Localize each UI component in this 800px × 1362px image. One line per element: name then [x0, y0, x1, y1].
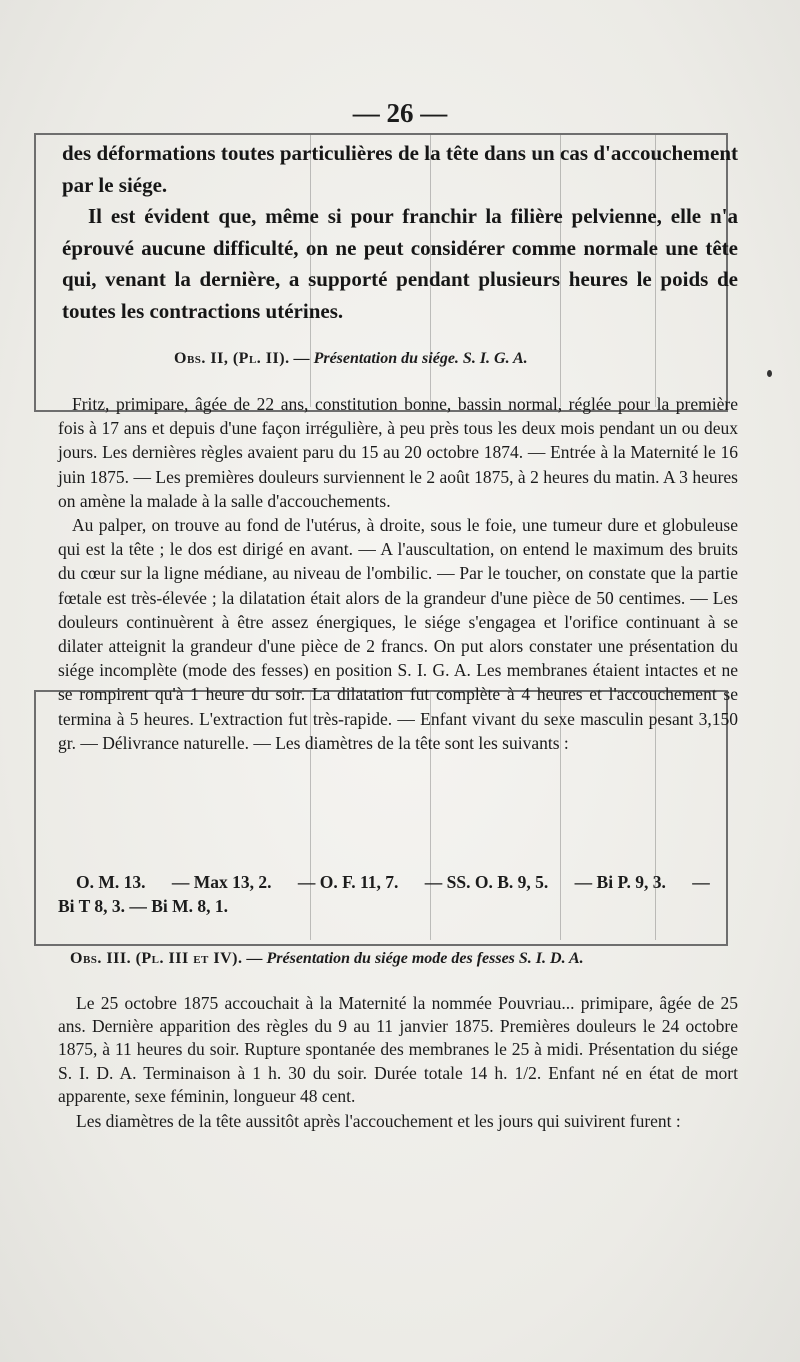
page-number: — 26 — — [352, 98, 448, 128]
observation-paragraph: Les diamètres de la tête aussitôt après l'accouchement et les jours qui suivirent furent : — [76, 1111, 681, 1132]
intro-text — [62, 138, 738, 327]
observation-label: Obs. II, (Pl. II). — [174, 350, 290, 367]
diameter-value: — Max 13, 2. — [171, 872, 272, 892]
diameters-line — [76, 870, 732, 894]
observation-title: — Présentation du siége. S. I. G. A. — [293, 350, 528, 367]
diameter-value: — — [692, 872, 710, 892]
observation-heading — [70, 950, 584, 968]
diameters-line: Bi T 8, 3. — Bi M. 8, 1. — [58, 896, 229, 916]
diameter-value: — Bi P. 9, 3. — [574, 872, 666, 892]
diameters-list — [58, 870, 732, 918]
observation-paragraph: Fritz, primipare, âgée de 22 ans, constitution bonne, bassin normal, réglée pour la première fois à 17 ans et depuis d'une façon irrégulière, à peu près tous les deux mois pendant un ou deux jours. Les dernières règles avaient paru du 15 au 20 octobre 1874. — Entrée à la Maternité le 16 juin 1875. — Les premières douleurs surviennent le 2 août 1875, à 2 heures du matin. A 3 heures on amène la malade à la salle d'accouchements. — [58, 394, 738, 511]
observation-paragraph: Au palper, on trouve au fond de l'utérus, à droite, sous le foie, une tumeur dure et globuleuse qui est la tête ; le dos est dirigé en avant. — A l'auscultation, on entend le maximum des bruits du cœur sur la ligne médiane, au niveau de l'ombilic. — Par le toucher, on constate que la partie fœtale est très-élevée ; la dilatation était alors de la grandeur d'une pièce de 50 centimes. — Les douleurs continuèrent à être assez énergiques, le siége s'engagea et l'orifice continuant à se dilater atteignit la grandeur d'une pièce de 2 francs. On put alors constater une présentation du siége incomplète (mode des fesses) en position S. I. G. A. Les membranes étaient intactes et ne se rompirent qu'à 1 heure du soir. La dilatation fut complète à 4 heures et l'accouchement se termina à 5 heures. L'extraction fut très-rapide. — Enfant vivant du sexe masculin pesant 3,150 gr. — Délivrance naturelle. — Les diamètres de la tête sont les suivants : — [58, 515, 738, 753]
observation-title: — Présentation du siége mode des fesses S. I. D. A. — [246, 950, 584, 967]
diameter-value: O. M. 13. — [76, 872, 146, 892]
observation-heading — [174, 350, 528, 368]
observation-paragraph: Le 25 octobre 1875 accouchait à la Maternité la nommée Pouvriau... primipare, âgée de 25 ans. Dernière apparition des règles du 9 au 11 janvier 1875. Premières douleurs le 24 octobre 1875, à 11 heures du soir. Rupture spontanée des membranes le 25 à midi. Présentation du siége S. I. D. A. Terminaison à 1 h. 30 du soir. Durée totale 14 h. 1/2. Enfant né en état de mort apparente, sexe féminin, longueur 48 cent. — [58, 993, 738, 1106]
observation-text — [58, 992, 738, 1133]
diameter-value: — O. F. 11, 7. — [297, 872, 399, 892]
ink-spot — [767, 370, 772, 377]
intro-paragraph: des déformations toutes particulières de la tête dans un cas d'accouchement par le siége. — [62, 141, 738, 197]
observation-text — [58, 392, 738, 755]
diameter-value: — SS. O. B. 9, 5. — [424, 872, 549, 892]
observation-label: Obs. III. (Pl. III et IV). — [70, 950, 243, 967]
intro-paragraph: Il est évident que, même si pour franchir la filière pelvienne, elle n'a éprouvé aucune difficulté, on ne peut considérer comme normale une tête qui, venant la dernière, a supporté pendant plusieurs heures le poids de toutes les contractions utérines. — [62, 204, 738, 323]
